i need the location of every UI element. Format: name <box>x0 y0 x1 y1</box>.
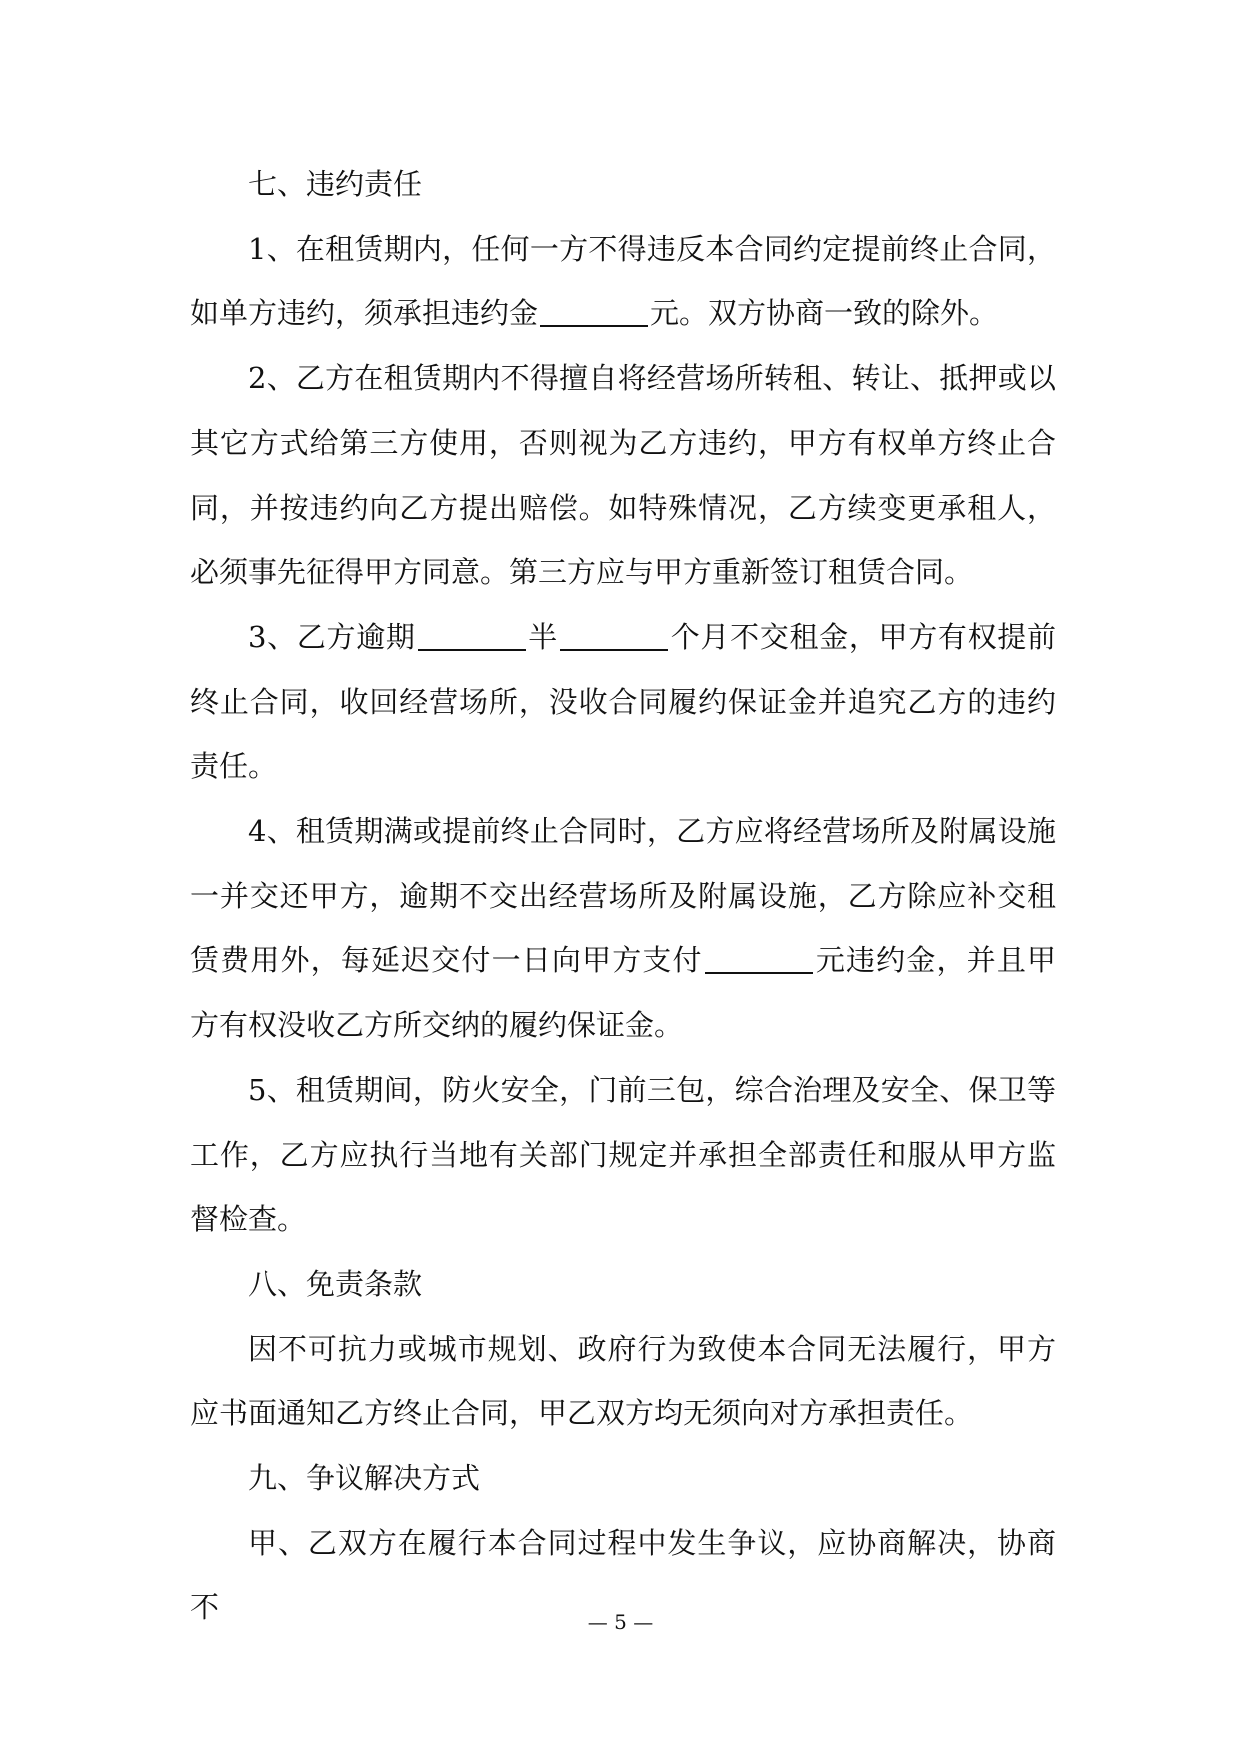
clause-2: 2、乙方在租赁期内不得擅自将经营场所转租、转让、抵押或以其它方式给第三方使用，否则视为乙方违约，甲方有权单方终止合同，并按违约向乙方提出赔偿。如特殊情况，乙方续变更承租人，必须事先征得甲方同意。第三方应与甲方重新签订租赁合同。 <box>190 361 1056 590</box>
clause-3-text-c: 个月不交租金，甲方有权提前终止合同，收回经营场所，没收合同履约保证金并追究乙方的违约责任。 <box>190 619 1056 784</box>
clause-5: 5、租赁期间，防火安全，门前三包，综合治理及安全、保卫等工作，乙方应执行当地有关部门规定并承担全部责任和服从甲方监督检查。 <box>190 1072 1056 1237</box>
document-body <box>190 152 1056 1640</box>
clause-3-text-b: 半 <box>527 619 558 654</box>
section-9-text: 甲、乙双方在履行本合同过程中发生争议，应协商解决，协商不 <box>190 1525 1056 1625</box>
overdue-period-blank-2 <box>560 620 668 651</box>
section-9-heading: 九、争议解决方式 <box>248 1461 481 1496</box>
section-7-heading: 七、违约责任 <box>248 167 423 201</box>
daily-penalty-blank <box>705 943 813 974</box>
section-8-heading: 八、免责条款 <box>248 1266 423 1301</box>
clause-3 <box>190 605 1056 799</box>
section-8-text: 因不可抗力或城市规划、政府行为致使本合同无法履行，甲方应书面通知乙方终止合同，甲乙双方均无须向对方承担责任。 <box>190 1331 1056 1431</box>
clause-4-text-a: 4、租赁期满或提前终止合同时，乙方应将经营场所及附属设施一并交还甲方，逾期不交出经营场所及附属设施，乙方除应补交租赁费用外，每延迟交付一日向甲方支付 <box>190 814 1056 978</box>
clause-1-text-a: 1、在租赁期内，任何一方不得违反本合同约定提前终止合同，如单方违约，须承担违约金 <box>190 231 1056 331</box>
penalty-amount-blank <box>540 296 648 327</box>
clause-4-text-b: 元违约金，并且甲方有权没收乙方所交纳的履约保证金。 <box>190 943 1056 1043</box>
clause-1 <box>190 217 1056 346</box>
clause-3-text-a: 3、乙方逾期 <box>248 619 416 654</box>
clause-1-text-b: 元。双方协商一致的除外。 <box>650 296 999 331</box>
overdue-period-blank-1 <box>418 620 526 651</box>
page-number: — 5 — <box>587 1610 654 1634</box>
clause-4 <box>190 799 1056 1058</box>
